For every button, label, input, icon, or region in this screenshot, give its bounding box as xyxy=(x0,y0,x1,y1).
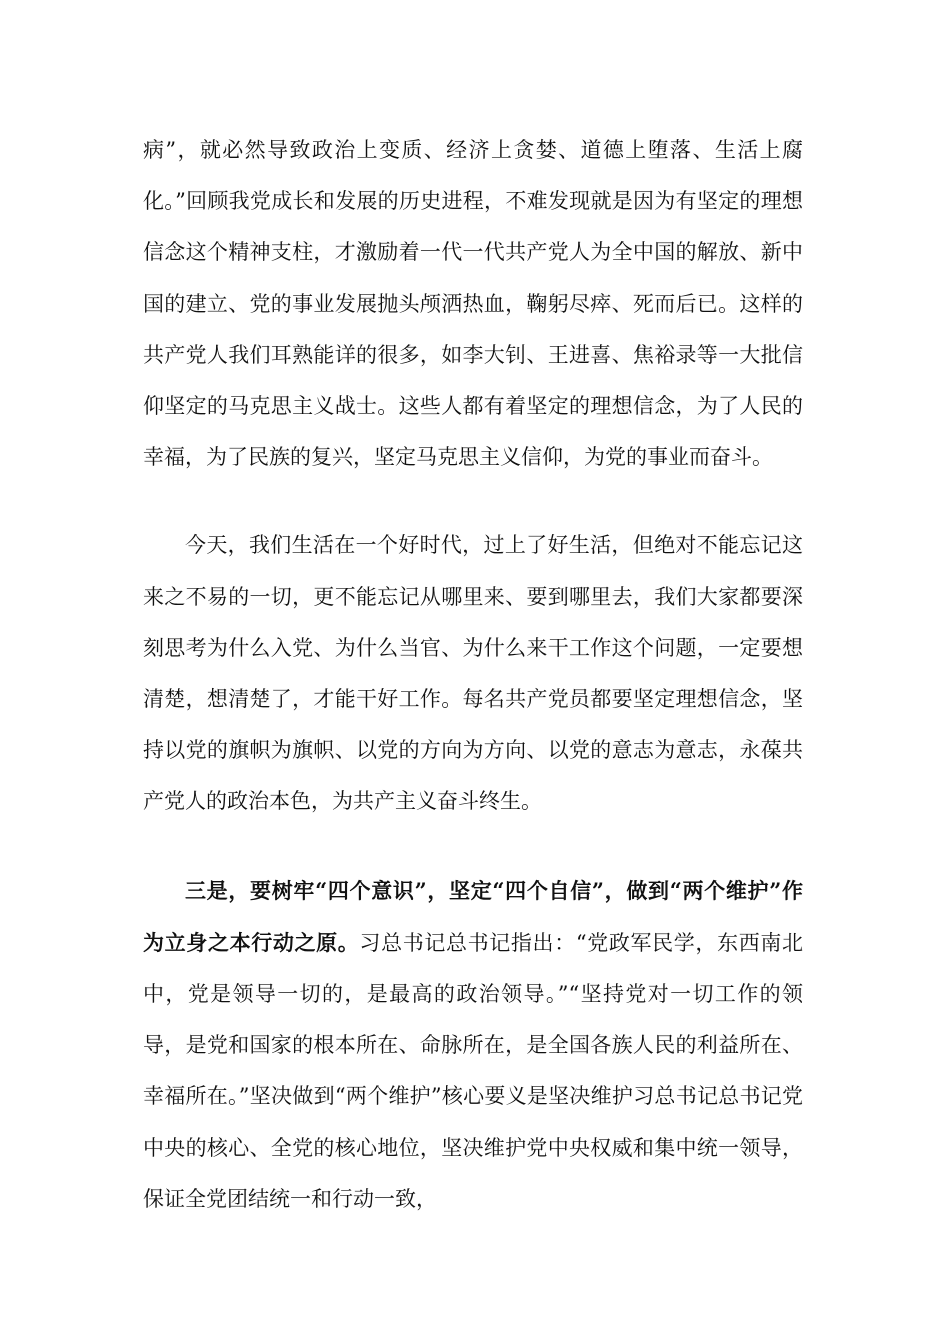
paragraph-today xyxy=(143,520,803,827)
document-body xyxy=(143,125,803,1225)
paragraph-text: 今天，我们生活在一个好时代，过上了好生活，但绝对不能忘记这来之不易的一切，更不能忘记从哪里来、要到哪里去，我们大家都要深刻思考为什么入党、为什么当官、为什么来干工作这个问题，一定要想清楚，想清楚了，才能干好工作。每名共产党员都要坚定理想信念，坚持以党的旗帜为旗帜、以党的方向为方向、以党的意志为意志，永葆共产党人的政治本色，为共产主义奋斗终生。 xyxy=(143,533,803,814)
paragraph-continuation xyxy=(143,125,803,483)
paragraph-point-three xyxy=(143,865,803,1225)
paragraph-heading: 三是，要树牢“四个意识”，坚定“四个自信”，做到“两个维护”作为立身之本行动之原。 xyxy=(143,877,803,955)
paragraph-text: 病”，就必然导致政治上变质、经济上贪婪、道德上堕落、生活上腐化。”回顾我党成长和发展的历史进程，不难发现就是因为有坚定的理想信念这个精神支柱，才激励着一代一代共产党人为全中国的解放、新中国的建立、党的事业发展抛头颅洒热血，鞠躬尽瘁、死而后已。这样的共产党人我们耳熟能详的很多，如李大钊、王进喜、焦裕录等一大批信仰坚定的马克思主义战士。这些人都有着坚定的理想信念，为了人民的幸福，为了民族的复兴，坚定马克思主义信仰，为党的事业而奋斗。 xyxy=(143,138,803,470)
paragraph-text: 习总书记总书记指出：“党政军民学，东西南北中，党是领导一切的，是最高的政治领导。”“坚持党对一切工作的领导，是党和国家的根本所在、命脉所在，是全国各族人民的利益所在、幸福所在。”坚决做到“两个维护”核心要义是坚决维护习总书记总书记党中央的核心、全党的核心地位，坚决维护党中央权威和集中统一领导，保证全党团结统一和行动一致， xyxy=(143,930,803,1211)
